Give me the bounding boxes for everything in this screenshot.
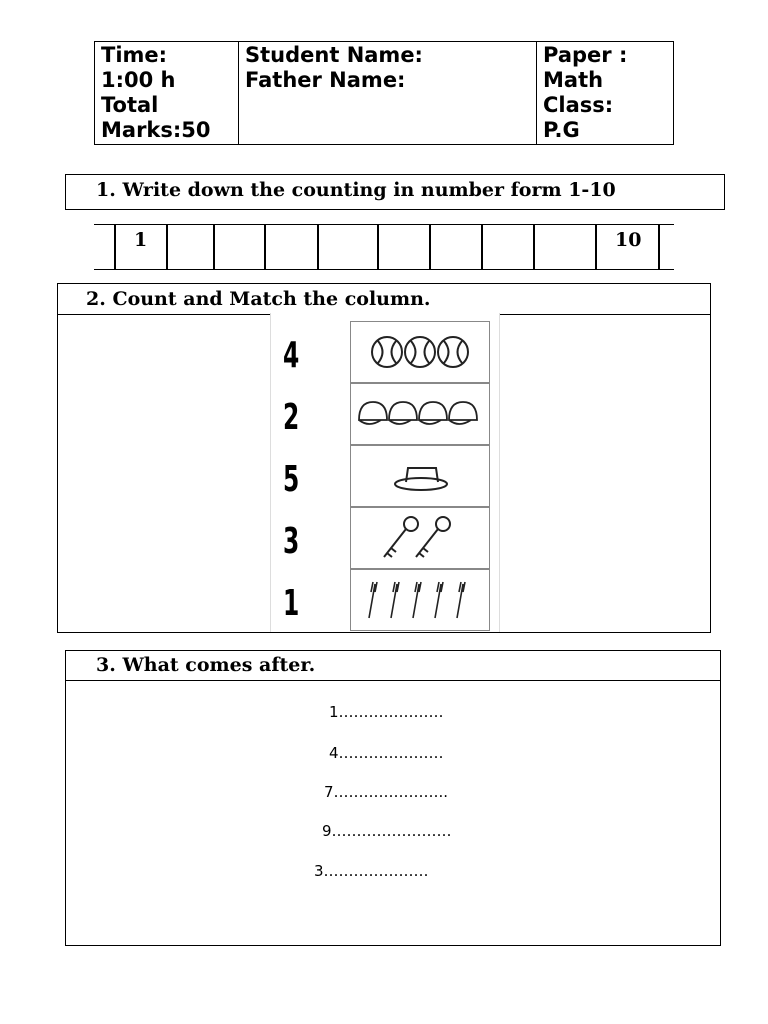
paper-value: Math <box>543 68 604 92</box>
key-icon <box>351 508 489 568</box>
match-number: 3 <box>283 521 300 562</box>
cell-divider <box>377 225 379 269</box>
cap-icon <box>351 384 489 444</box>
cell-divider <box>213 225 215 269</box>
question-1-box <box>65 174 725 210</box>
count-first-number: 1 <box>134 229 148 251</box>
baseball-icon <box>351 322 489 382</box>
name-cell <box>239 42 537 145</box>
paper-cell <box>537 42 674 145</box>
match-number: 4 <box>283 335 300 376</box>
student-name-label: Student Name: <box>245 43 423 67</box>
cell-divider <box>533 225 535 269</box>
picture-cell <box>350 445 490 507</box>
counting-row <box>94 224 674 270</box>
time-label: Time: <box>101 43 168 67</box>
time-cell <box>95 42 239 145</box>
question-3-title: 3. What comes after. <box>96 654 316 676</box>
cell-divider <box>429 225 431 269</box>
class-label: Class: <box>543 93 614 117</box>
hat-icon <box>351 446 489 506</box>
question-3-title-band <box>66 651 720 681</box>
paper-label: Paper : <box>543 43 628 67</box>
question-2-title-band <box>58 284 710 315</box>
class-value: P.G <box>543 118 580 142</box>
match-column-picture <box>270 313 500 632</box>
fork-icon <box>351 570 489 630</box>
picture-cell <box>350 383 490 445</box>
match-number: 2 <box>283 397 300 438</box>
match-number: 1 <box>283 583 300 624</box>
picture-cell <box>350 507 490 569</box>
after-item[interactable]: 4………………… <box>329 744 444 762</box>
total-label: Total <box>101 93 159 117</box>
question-1-title: 1. Write down the counting in number form 1-10 <box>96 179 616 201</box>
cell-divider <box>166 225 168 269</box>
cell-divider <box>317 225 319 269</box>
cell-divider <box>481 225 483 269</box>
picture-cell <box>350 321 490 383</box>
header-table <box>94 41 674 145</box>
cell-divider <box>264 225 266 269</box>
marks-value: Marks:50 <box>101 118 211 142</box>
father-name-label: Father Name: <box>245 68 406 92</box>
time-value: 1:00 h <box>101 68 176 92</box>
after-item[interactable]: 9…………………… <box>322 822 452 840</box>
after-item[interactable]: 1………………… <box>329 703 444 721</box>
after-item[interactable]: 7………………….. <box>324 783 449 801</box>
picture-cell <box>350 569 490 631</box>
question-2-title: 2. Count and Match the column. <box>86 288 431 310</box>
cell-divider <box>114 225 116 269</box>
count-last-number: 10 <box>615 229 642 251</box>
after-item[interactable]: 3………………… <box>314 862 429 880</box>
match-number: 5 <box>283 459 300 500</box>
cell-divider <box>595 225 597 269</box>
cell-divider <box>658 225 660 269</box>
